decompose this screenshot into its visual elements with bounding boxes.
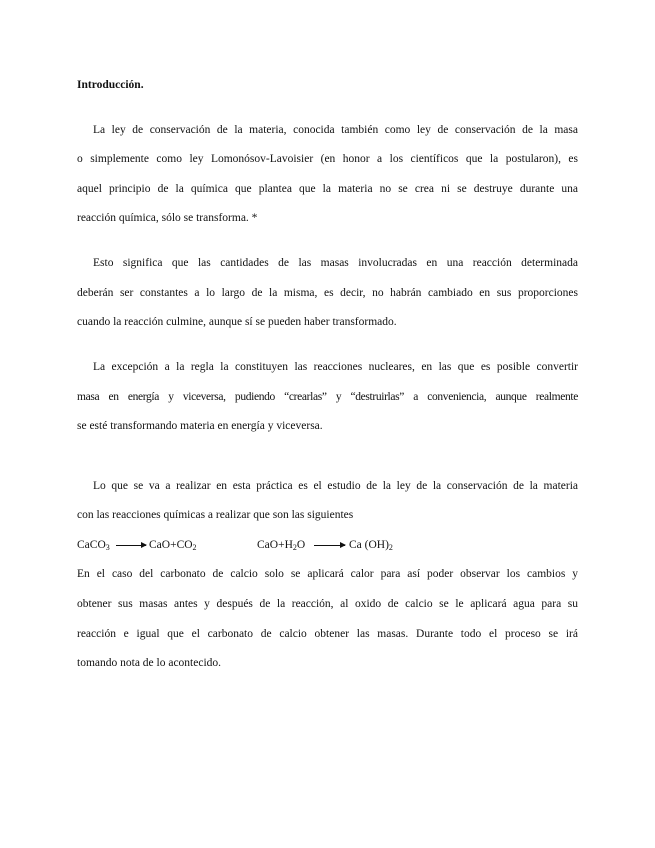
paragraph-5-line-1: En el caso del carbonato de calcio solo se aplicará calor para así poder observar los cambios y [77,568,578,580]
paragraph-5-line-2: obtener sus masas antes y después de la reacción, al oxido de calcio se le aplicará agua para su [77,598,578,610]
section-title: Introducción. [77,79,144,91]
reaction-2-reactant: $CaO+H_2O$ [257,539,306,552]
paragraph-1-line-3: aquel principio de la química que plantea que la materia no se crea ni se destruye durante una [77,183,578,195]
paragraph-3-line-1: La excepción a la regla la constituyen las reacciones nucleares, en las que es posible convertir [93,361,578,373]
paragraph-3-line-2: masa en energía y viceversa, pudiendo “crearlas” y “destruirlas” a conveniencia, aunque realmente [77,391,578,403]
paragraph-3-line-3: se esté transformando materia en energía y viceversa. [77,420,323,432]
reaction-1-reactant: CaCO$_3$ [77,539,110,552]
reaction-1-product: $CaO+CO_2$ [149,539,197,552]
paragraph-4-line-1: Lo que se va a realizar en esta práctica es el estudio de la ley de la conservación de la materia [93,480,578,492]
paragraph-1-line-2: o simplemente como ley Lomonósov-Lavoisier (en honor a los científicos que la postularon), es [77,153,578,165]
reaction-2-product: Ca $(OH)_2$ [349,539,393,552]
paragraph-2-line-1: Esto significa que las cantidades de las masas involucradas en una reacción determinada [93,257,578,269]
paragraph-1-line-4: reacción química, sólo se transforma. * [77,212,258,224]
paragraph-4-line-2: con las reacciones químicas a realizar que son las siguientes [77,509,354,521]
paragraph-1-line-1: La ley de conservación de la materia, conocida también como ley de conservación de la masa [93,124,578,136]
reaction-2-arrow-icon [314,545,345,546]
paragraph-2-line-2: deberán ser constantes a lo largo de la misma, es decir, no habrán cambiado en sus proporciones [77,287,578,299]
paragraph-2-line-3: cuando la reacción culmine, aunque sí se pueden haber transformado. [77,316,397,328]
paragraph-5-line-4: tomando nota de lo acontecido. [77,657,222,669]
reaction-1-arrow-icon [116,545,146,546]
paragraph-5-line-3: reacción e igual que el carbonato de calcio obtener las masas. Durante todo el proceso se irá [77,628,578,640]
